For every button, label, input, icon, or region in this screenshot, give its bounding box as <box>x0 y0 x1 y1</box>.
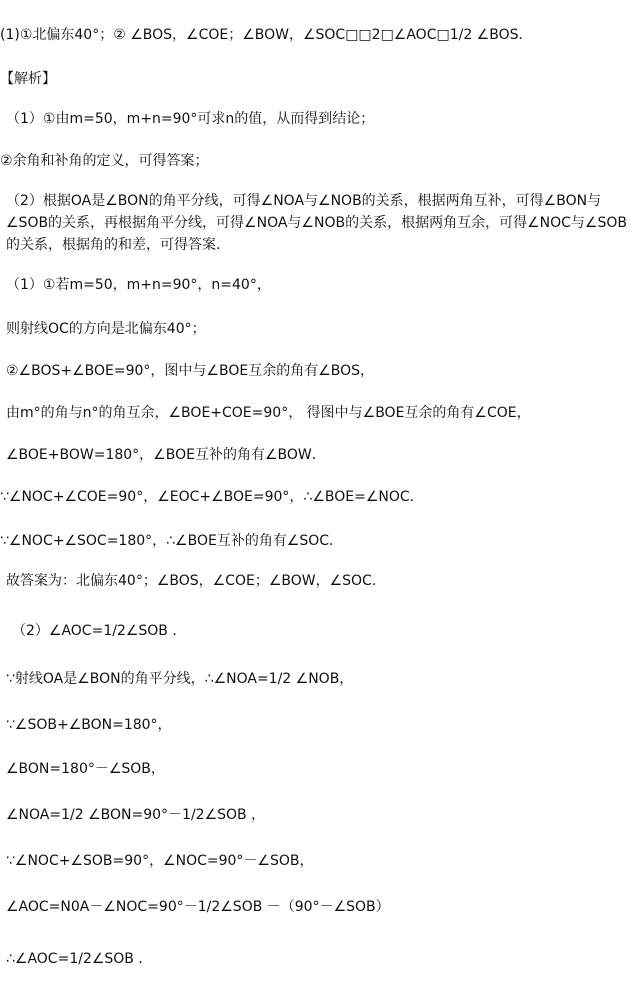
solution-line-9: （2）∠AOC=1/2∠SOB ． <box>12 623 187 639</box>
solution-line-16: ∴∠AOC=1/2∠SOB ． <box>6 951 153 967</box>
answer-line: (1)①北偏东40°；② ∠BOS，∠COE；∠BOW，∠SOC□□2□∠AOC□1/2 ∠BOS． <box>0 27 533 43</box>
analysis-heading: 【解析】 <box>0 71 56 87</box>
solution-line-6: ∵∠NOC+∠COE=90°，∠EOC+∠BOE=90°，∴∠BOE=∠NOC． <box>0 489 424 505</box>
solution-line-15: ∠AOC=N0A－∠NOC=90°－1/2∠SOB －（90°－∠SOB） <box>6 899 390 915</box>
analysis-part2-paragraph: （2）根据OA是∠BON的角平分线，可得∠NOA与∠NOB的关系，根据两角互补，可得∠BON与∠SOB的关系，再根据角平分线，可得∠NOA与∠NOB的关系，根据两角互余，可得∠NOC与∠SOB的关系，根据角的和差，可得答案． <box>6 193 627 253</box>
analysis-part1-line1: （1）①由m=50，m+n=90°可求n的值，从而得到结论； <box>6 111 375 127</box>
solution-line-4: 由m°的角与n°的角互余，∠BOE+COE=90°， 得图中与∠BOE互余的角有∠COE， <box>6 405 531 421</box>
solution-line-2: 则射线OC的方向是北偏东40°； <box>6 321 206 337</box>
solution-line-1: （1）①若m=50，m+n=90°，n=40°， <box>6 277 271 293</box>
solution-line-14: ∵∠NOC+∠SOB=90°，∠NOC=90°－∠SOB， <box>6 853 314 869</box>
solution-line-13: ∠NOA=1/2 ∠BON=90°－1/2∠SOB ， <box>6 807 266 823</box>
solution-line-3: ②∠BOS+∠BOE=90°，图中与∠BOE互余的角有∠BOS， <box>6 363 375 379</box>
solution-line-11: ∵∠SOB+∠BON=180°， <box>6 717 172 733</box>
solution-line-8: 故答案为：北偏东40°；∠BOS，∠COE；∠BOW，∠SOC． <box>6 573 386 589</box>
solution-line-7: ∵∠NOC+∠SOC=180°，∴∠BOE互补的角有∠SOC． <box>0 533 344 549</box>
solution-line-5: ∠BOE+BOW=180°，∠BOE互补的角有∠BOW． <box>6 447 326 463</box>
solution-line-12: ∠BON=180°－∠SOB， <box>6 761 165 777</box>
analysis-part1-line2: ②余角和补角的定义，可得答案； <box>0 153 209 169</box>
solution-line-10: ∵射线OA是∠BON的角平分线，∴∠NOA=1/2 ∠NOB， <box>6 671 354 687</box>
